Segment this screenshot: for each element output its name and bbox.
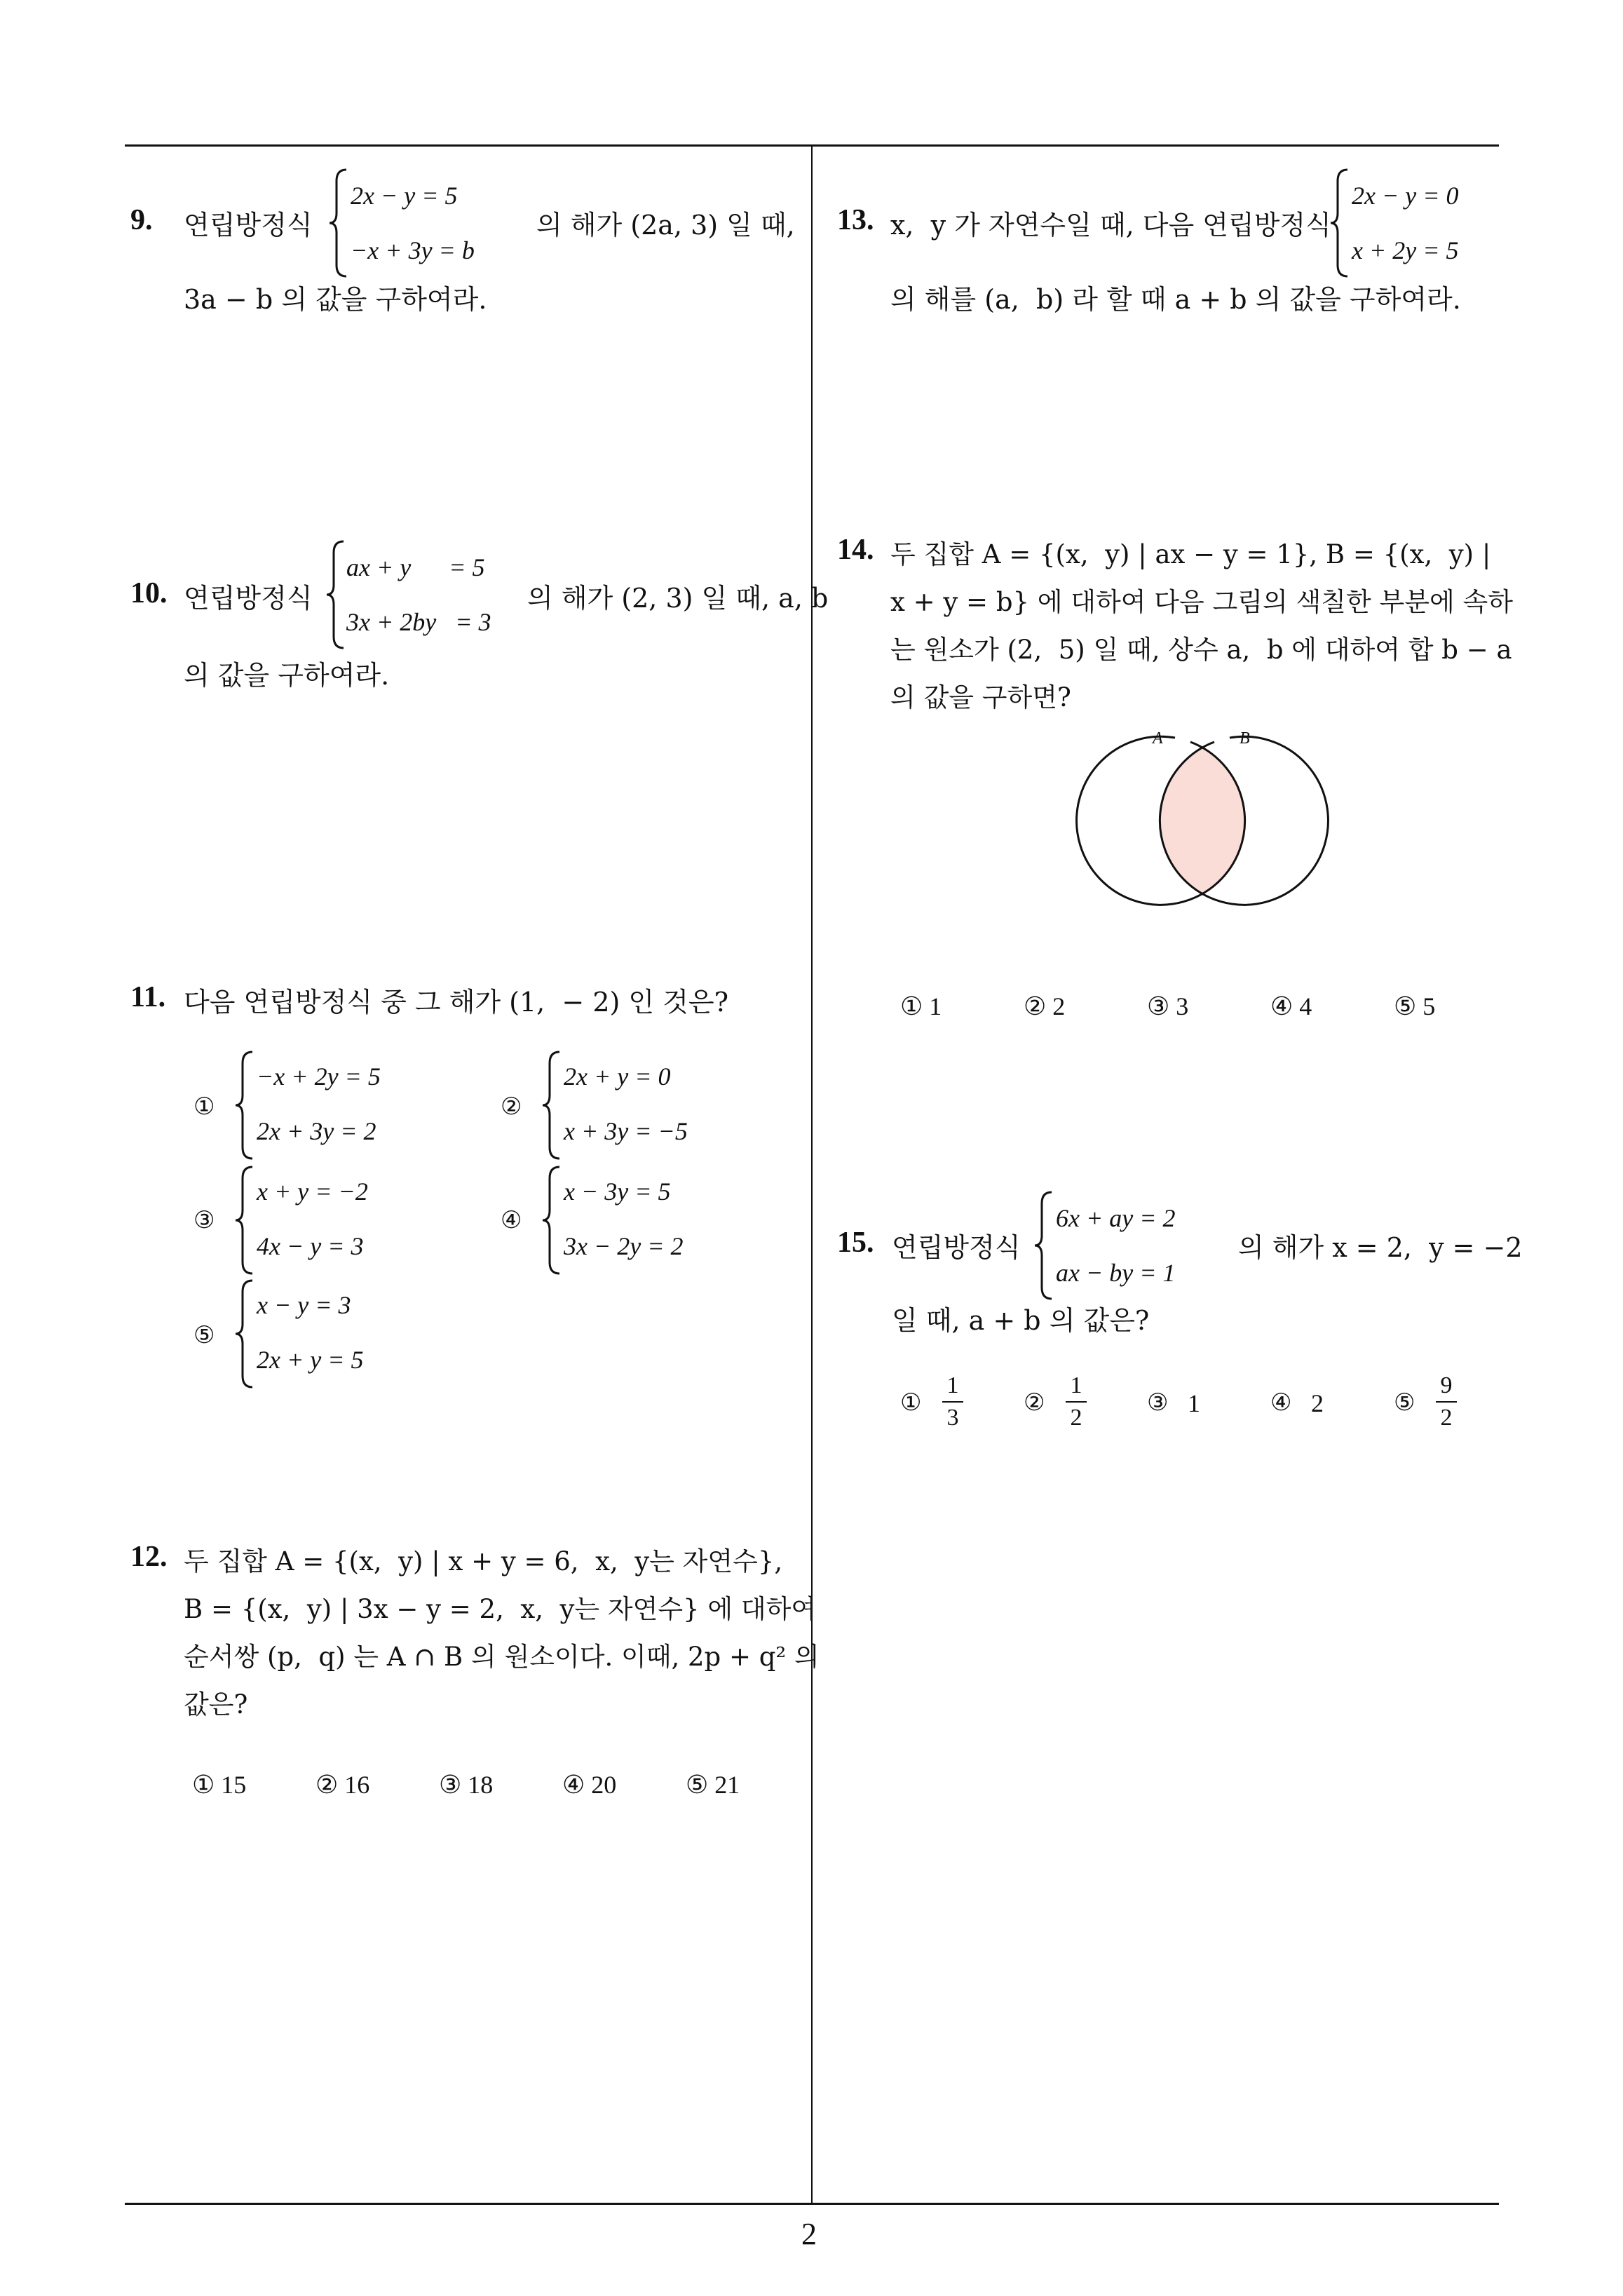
q12-choice-4[interactable]: ④ 20 — [562, 1771, 617, 1799]
fraction-numerator: 1 — [946, 1372, 959, 1398]
q14-line1: 두 집합 A = {(x, y) | ax − y = 1}, B = {(x, y) | — [890, 539, 1491, 569]
q14-line2: x + y = b} 에 대하여 다음 그림의 색칠한 부분에 속하 — [890, 587, 1513, 617]
q12-choice-2[interactable]: ② 16 — [315, 1771, 370, 1799]
q15-tail: 의 해가 x = 2, y = −2 — [1238, 1232, 1523, 1263]
q13-line2: 의 해를 (a, b) 라 할 때 a + b 의 값을 구하여라. — [890, 284, 1461, 315]
brace-icon — [541, 1164, 562, 1276]
q11-option-5-eq2: 2x + y = 5 — [257, 1346, 364, 1374]
q15-number: 15. — [837, 1227, 874, 1259]
venn-label-b: B — [1240, 729, 1250, 748]
q15-choice-2-fraction — [1066, 1372, 1087, 1432]
q10-eq2: 3x + 2by = 3 — [346, 608, 491, 636]
q11-option-4-eq2: 3x − 2y = 2 — [564, 1232, 684, 1260]
q9-system — [328, 167, 510, 279]
q10-lead: 연립방정식 — [184, 583, 313, 614]
q9-eq1: 2x − y = 5 — [351, 182, 458, 210]
q15-lead: 연립방정식 — [892, 1232, 1021, 1263]
q15-eq1: 6x + ay = 2 — [1056, 1204, 1176, 1232]
q15-choice-5-mark: ⑤ — [1394, 1389, 1415, 1417]
q15-choice-3-mark: ③ — [1147, 1389, 1169, 1417]
q15-choice-3-value: 1 — [1188, 1389, 1200, 1417]
q15-eq2: ax − by = 1 — [1056, 1259, 1176, 1287]
q13-number: 13. — [837, 204, 874, 236]
q15-choice-1-fraction — [942, 1372, 963, 1432]
bottom-rule — [125, 2203, 1499, 2205]
q15-choice-5-fraction — [1436, 1372, 1457, 1432]
q11-option-1-mark: ① — [193, 1093, 215, 1121]
q13-eq2: x + 2y = 5 — [1352, 236, 1459, 264]
q9-lead: 연립방정식 — [184, 210, 313, 241]
fraction-denominator: 2 — [1070, 1405, 1082, 1431]
column-divider — [811, 144, 813, 2204]
q15-choice-2-mark: ② — [1024, 1389, 1045, 1417]
q10-tail: 의 해가 (2, 3) 일 때, a, b — [527, 583, 829, 614]
q9-eq2: −x + 3y = b — [351, 236, 475, 264]
page-number: 2 — [801, 2217, 817, 2251]
q12-choice-5[interactable]: ⑤ 21 — [686, 1771, 740, 1799]
q11-option-2-eq1: 2x + y = 0 — [564, 1062, 671, 1090]
q11-option-3-mark: ③ — [193, 1206, 215, 1234]
brace-icon — [325, 539, 346, 651]
q14-choice-3[interactable]: ③ 3 — [1147, 992, 1189, 1020]
q11-option-1-eq2: 2x + 3y = 2 — [257, 1117, 376, 1145]
brace-icon — [234, 1164, 255, 1276]
q11-option-5-system — [234, 1278, 430, 1390]
q10-line2: 의 값을 구하여라. — [184, 660, 390, 691]
q15-choice-4-value: 2 — [1311, 1389, 1324, 1417]
brace-icon — [541, 1049, 562, 1161]
q14-choice-5[interactable]: ⑤ 5 — [1394, 992, 1436, 1020]
q9-line2: 3a − b 의 값을 구하여라. — [184, 284, 487, 315]
q13-lead: x, y 가 자연수일 때, 다음 연립방정식 — [890, 210, 1331, 241]
q12-line4: 값은? — [184, 1689, 248, 1720]
q14-choice-2[interactable]: ② 2 — [1024, 992, 1066, 1020]
brace-icon — [234, 1278, 255, 1390]
q14-choice-1[interactable]: ① 1 — [900, 992, 942, 1020]
q11-option-2-system — [541, 1049, 738, 1161]
q11-option-4-mark: ④ — [501, 1206, 522, 1234]
q14-number: 14. — [837, 534, 874, 566]
venn-label-a: A — [1153, 729, 1163, 748]
brace-icon — [234, 1049, 255, 1161]
q11-option-1-eq1: −x + 2y = 5 — [257, 1062, 381, 1090]
q11-option-1-system — [234, 1049, 430, 1161]
q10-number: 10. — [130, 577, 168, 609]
q11-option-2-eq2: x + 3y = −5 — [564, 1117, 688, 1145]
q15-choice-4-mark: ④ — [1270, 1389, 1292, 1417]
venn-diagram — [1066, 729, 1332, 912]
fraction-numerator: 1 — [1070, 1372, 1082, 1398]
q11-number: 11. — [130, 981, 166, 1013]
brace-icon — [328, 167, 349, 279]
q11-option-4-system — [541, 1164, 738, 1276]
q12-number: 12. — [130, 1541, 168, 1573]
q10-system — [325, 539, 529, 651]
fraction-denominator: 3 — [946, 1405, 959, 1431]
q11-option-4-eq1: x − 3y = 5 — [564, 1177, 671, 1206]
q11-text: 다음 연립방정식 중 그 해가 (1, − 2) 인 것은? — [184, 987, 729, 1018]
q11-option-5-eq1: x − y = 3 — [257, 1291, 351, 1319]
brace-icon — [1329, 167, 1350, 279]
q11-option-2-mark: ② — [501, 1093, 522, 1121]
q12-line3: 순서쌍 (p, q) 는 A ∩ B 의 원소이다. 이때, 2p + q² 의 — [184, 1642, 820, 1672]
q12-choice-3[interactable]: ③ 18 — [439, 1771, 494, 1799]
q14-choice-4[interactable]: ④ 4 — [1270, 992, 1312, 1020]
q10-eq1: ax + y = 5 — [346, 553, 485, 581]
q11-option-3-eq2: 4x − y = 3 — [257, 1232, 364, 1260]
q12-choice-1[interactable]: ① 15 — [192, 1771, 247, 1799]
q11-option-3-eq1: x + y = −2 — [257, 1177, 368, 1206]
q9-tail: 의 해가 (2a, 3) 일 때, — [536, 210, 795, 241]
q12-line2: B = {(x, y) | 3x − y = 2, x, y는 자연수} 에 대하여 — [184, 1594, 817, 1624]
q15-choice-1-mark: ① — [900, 1389, 922, 1417]
q13-system — [1329, 167, 1498, 279]
q11-option-5-mark: ⑤ — [193, 1321, 215, 1349]
brace-icon — [1033, 1189, 1054, 1302]
q9-number: 9. — [130, 204, 153, 236]
q13-eq1: 2x − y = 0 — [1352, 182, 1459, 210]
q12-line1: 두 집합 A = {(x, y) | x + y = 6, x, y는 자연수}, — [184, 1546, 783, 1576]
fraction-denominator: 2 — [1440, 1405, 1453, 1431]
q15-line2: 일 때, a + b 의 값은? — [892, 1305, 1150, 1336]
q15-system — [1033, 1189, 1216, 1302]
q14-line4: 의 값을 구하면? — [890, 682, 1071, 713]
fraction-numerator: 9 — [1440, 1372, 1453, 1398]
q14-line3: 는 원소가 (2, 5) 일 때, 상수 a, b 에 대하여 합 b − a — [890, 635, 1512, 665]
q11-option-3-system — [234, 1164, 430, 1276]
